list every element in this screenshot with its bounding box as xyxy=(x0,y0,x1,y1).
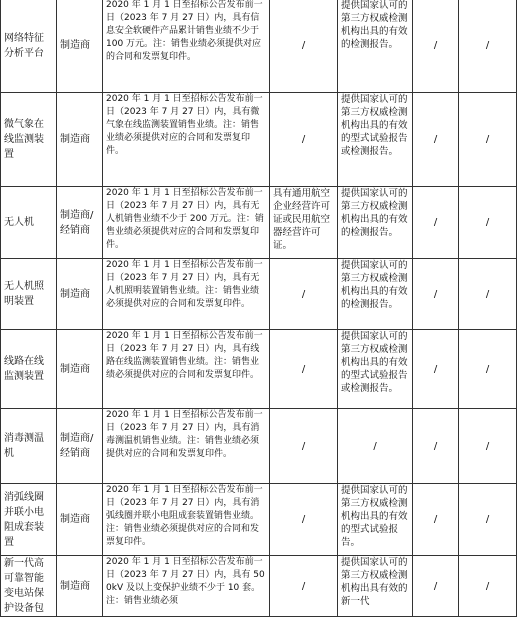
product-name-cell: 微气象在线监测装置 xyxy=(1,93,57,187)
performance-requirement-cell: 2020 年 1 月 1 日至招标公告发布前一日（2023 年 7 月 27 日）内，具有信息安全软硬件产品累计销售业绩不少于 100 万元。注：销售业绩必须提供对应的合同和发票复印件。 xyxy=(103,0,270,93)
table-row xyxy=(1,93,517,187)
product-name-cell: 消毒测温机 xyxy=(1,409,57,484)
other-requirement-cell: / xyxy=(459,93,517,187)
bidder-type-cell: 制造商 xyxy=(57,330,103,409)
extra-requirement-cell: / xyxy=(413,330,459,409)
table-row xyxy=(1,187,517,259)
bidder-type-cell: 制造商 xyxy=(57,556,103,617)
product-name-cell: 无人机照明装置 xyxy=(1,259,57,330)
extra-requirement-cell: / xyxy=(413,484,459,556)
product-name-cell: 线路在线监测装置 xyxy=(1,330,57,409)
performance-requirement-cell: 2020 年 1 月 1 日至招标公告发布前一日（2023 年 7 月 27 日）内，具有 500kV 及以上变保护业绩不少于 10 套。注：销售业绩必须 xyxy=(103,556,270,617)
bidder-type-cell: 制造商/经销商 xyxy=(57,409,103,484)
performance-requirement-cell: 2020 年 1 月 1 日至招标公告发布前一日（2023 年 7 月 27 日）内，具有无人机照明装置销售业绩。注：销售业绩必须提供对应的合同和发票复印件。 xyxy=(103,259,270,330)
certificate-cell: 提供国家认可的第三方权威检测机构出具有效的新一代 xyxy=(338,556,413,617)
performance-requirement-cell: 2020 年 1 月 1 日至招标公告发布前一日（2023 年 7 月 27 日）内，具有消弧线圈并联小电阻成套装置销售业绩。注：销售业绩必须提供对应的合同和发票复印件。 xyxy=(103,484,270,556)
table-row xyxy=(1,484,517,556)
table-row xyxy=(1,259,517,330)
other-requirement-cell: / xyxy=(459,556,517,617)
table-row xyxy=(1,409,517,484)
qualification-cell: 具有通用航空企业经营许可证或民用航空器经营许可证。 xyxy=(270,187,338,259)
other-requirement-cell: / xyxy=(459,409,517,484)
other-requirement-cell: / xyxy=(459,0,517,93)
other-requirement-cell: / xyxy=(459,187,517,259)
performance-requirement-cell: 2020 年 1 月 1 日至招标公告发布前一日（2023 年 7 月 27 日）内，具有线路在线监测装置销售业绩。注：销售业绩必须提供对应的合同和发票复印件。 xyxy=(103,330,270,409)
qualification-cell: / xyxy=(270,409,338,484)
certificate-cell: 提供国家认可的第三方权威检测机构出具的有效的型式试验报告或检测报告。 xyxy=(338,93,413,187)
bidder-type-cell: 制造商 xyxy=(57,93,103,187)
certificate-cell: 提供国家认可的第三方权威检测机构出具的有效的检测报告。 xyxy=(338,187,413,259)
performance-requirement-cell: 2020 年 1 月 1 日至招标公告发布前一日（2023 年 7 月 27 日）内，具有消毒测温机销售业绩。注：销售业绩必须提供对应的合同和发票复印件。 xyxy=(103,409,270,484)
certificate-cell: / xyxy=(338,409,413,484)
extra-requirement-cell: / xyxy=(413,259,459,330)
certificate-cell: 提供国家认可的第三方权威检测机构出具的有效的检测报告。 xyxy=(338,259,413,330)
qualification-cell: / xyxy=(270,484,338,556)
product-name-cell: 网络特征分析平台 xyxy=(1,0,57,93)
bidder-type-cell: 制造商 xyxy=(57,259,103,330)
qualification-cell: / xyxy=(270,0,338,93)
other-requirement-cell: / xyxy=(459,484,517,556)
other-requirement-cell: / xyxy=(459,330,517,409)
table-row xyxy=(1,0,517,93)
bidder-type-cell: 制造商 xyxy=(57,484,103,556)
bidder-type-cell: 制造商/经销商 xyxy=(57,187,103,259)
certificate-cell: 提供国家认可的第三方权威检测机构出具的有效的检测报告。 xyxy=(338,0,413,93)
qualification-cell: / xyxy=(270,556,338,617)
performance-requirement-cell: 2020 年 1 月 1 日至招标公告发布前一日（2023 年 7 月 27 日）内，具有微气象在线监测装置销售业绩。注：销售业绩必须提供对应的合同和发票复印件。 xyxy=(103,93,270,187)
product-name-cell: 新一代高可靠智能变电站保护设备包 xyxy=(1,556,57,617)
extra-requirement-cell: / xyxy=(413,409,459,484)
certificate-cell: 提供国家认可的第三方权威检测机构出具的有效的型式试验报告或检测报告。 xyxy=(338,330,413,409)
extra-requirement-cell: / xyxy=(413,0,459,93)
bidder-type-cell: 制造商 xyxy=(57,0,103,93)
table-row xyxy=(1,556,517,617)
extra-requirement-cell: / xyxy=(413,93,459,187)
performance-requirement-cell: 2020 年 1 月 1 日至招标公告发布前一日（2023 年 7 月 27 日）内，具有无人机销售业绩不少于 200 万元。注：销售业绩必须提供对应的合同和发票复印件。 xyxy=(103,187,270,259)
product-name-cell: 消弧线圈并联小电阻成套装置 xyxy=(1,484,57,556)
product-name-cell: 无人机 xyxy=(1,187,57,259)
other-requirement-cell: / xyxy=(459,259,517,330)
extra-requirement-cell: / xyxy=(413,187,459,259)
qualification-cell: / xyxy=(270,259,338,330)
extra-requirement-cell: / xyxy=(413,556,459,617)
table-row xyxy=(1,330,517,409)
certificate-cell: 提供国家认可的第三方权威检测机构出具的有效的型式试验报告。 xyxy=(338,484,413,556)
qualification-cell: / xyxy=(270,93,338,187)
qualification-cell: / xyxy=(270,330,338,409)
